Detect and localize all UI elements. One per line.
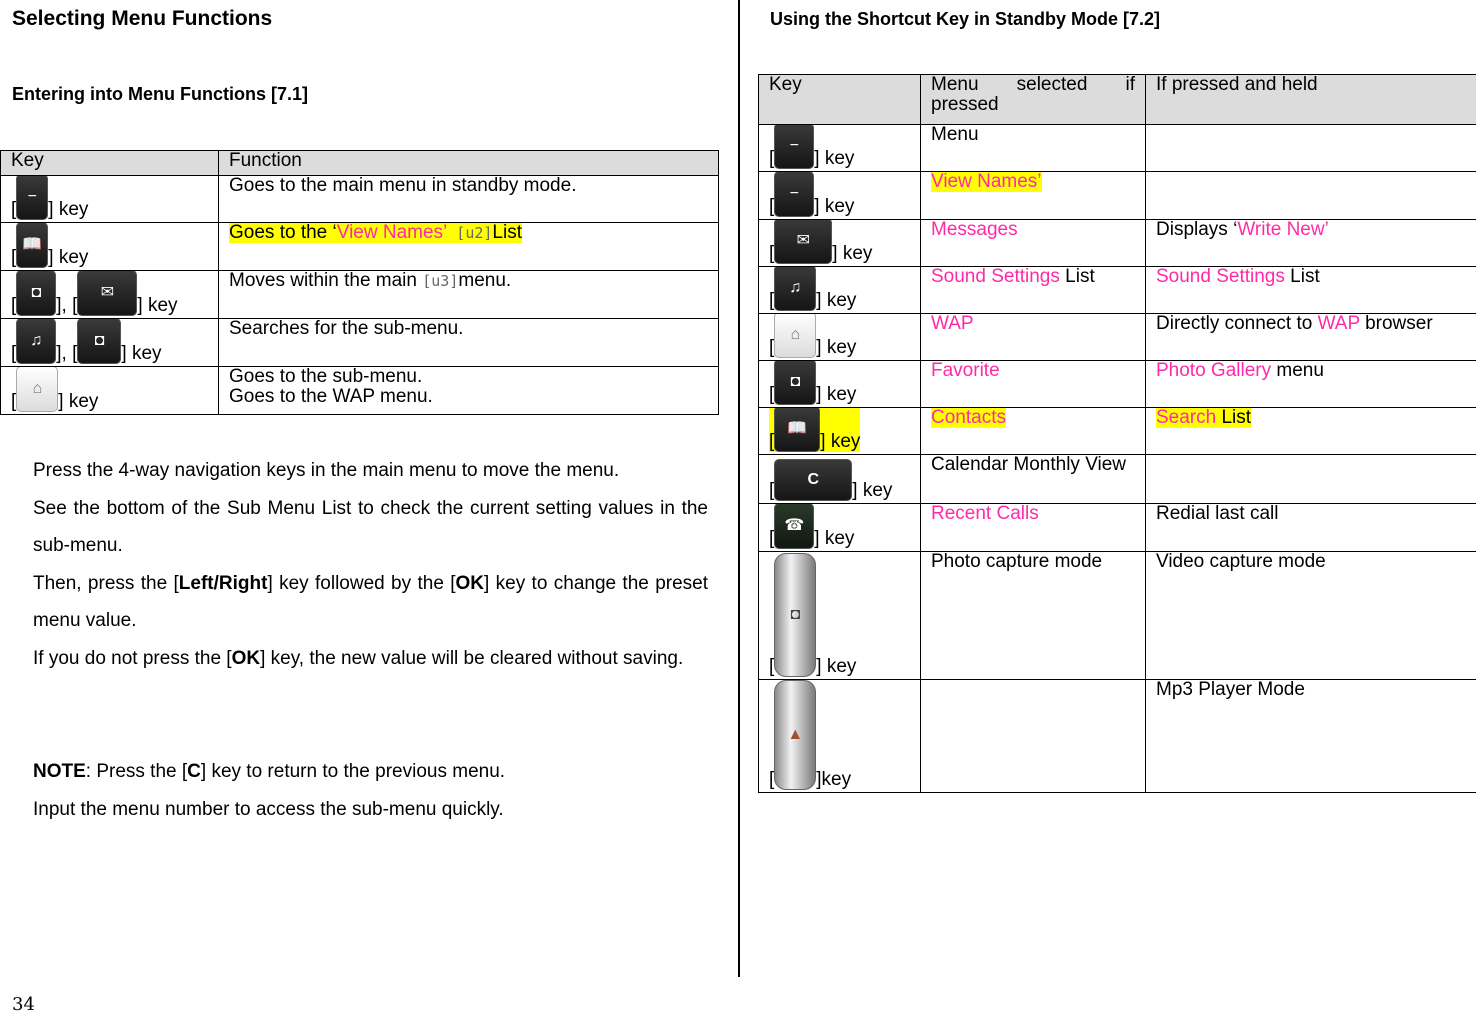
clear-key-icon: C <box>774 459 852 501</box>
function-cell: Goes to the main menu in standby mode. <box>219 176 719 223</box>
table-header-row <box>759 75 1476 125</box>
held-cell <box>1146 125 1476 172</box>
held-cell: Sound Settings List <box>1146 267 1476 314</box>
wap-key-icon: ⌂ <box>774 314 816 359</box>
page-number: 34 <box>12 994 35 1015</box>
table-row <box>759 314 1476 361</box>
key-cell: [ ⌂ ] key <box>759 314 921 361</box>
key-cell: [ ☎ ] key <box>759 504 921 552</box>
table-row <box>759 267 1476 314</box>
key-cell: [ − ] key <box>1 176 219 223</box>
table-row <box>759 125 1476 172</box>
table-row <box>1 176 719 223</box>
key-cell: [ 📖 ] key <box>1 223 219 271</box>
phone-key-icon: ☎ <box>774 504 814 550</box>
pressed-cell: Contacts <box>921 408 1146 455</box>
held-cell <box>1146 455 1476 504</box>
held-cell: Redial last call <box>1146 504 1476 552</box>
mp3-side-key-icon: ▲ <box>774 680 816 790</box>
held-cell: Directly connect to WAP browser <box>1146 314 1476 361</box>
function-cell: Searches for the sub-menu. <box>219 319 719 367</box>
table-row <box>759 504 1476 552</box>
table-row <box>1 319 719 367</box>
shortcut-key-table <box>758 74 1476 793</box>
music-key-icon: ♫ <box>16 319 56 365</box>
envelope-key-icon: ✉ <box>77 271 137 317</box>
key-cell: [ ▲ ]key <box>759 680 921 793</box>
held-cell <box>1146 172 1476 220</box>
book-key-icon: 📖 <box>774 408 820 453</box>
key-cell: [ ◘ ] key <box>759 361 921 408</box>
table-row <box>759 680 1476 793</box>
function-cell: Goes to the sub-menu. Goes to the WAP menu. <box>219 367 719 415</box>
table-row <box>759 220 1476 267</box>
table-row <box>759 455 1476 504</box>
table-row <box>759 552 1476 680</box>
instructions-text: Press the 4-way navigation keys in the main menu to move the menu. See the bottom of the Sub Menu List to check the current setting values in the sub-menu. Then, press the [Left/Right] key followed by the [OK] key to change the preset menu value. If you do not press the [OK] key, the new value will be cleared without saving. <box>33 452 708 678</box>
camera-key-icon: ◘ <box>16 271 56 317</box>
header-key: Key <box>759 75 921 125</box>
function-cell: Goes to the ‘View Names’ [u2]List <box>219 223 719 271</box>
key-cell: [ ⌂ ] key <box>1 367 219 415</box>
held-cell: Photo Gallery menu <box>1146 361 1476 408</box>
header-key: Key <box>1 151 219 176</box>
key-cell: [ ♫ ], [ ◘ ] key <box>1 319 219 367</box>
key-cell: [ ♫ ] key <box>759 267 921 314</box>
pressed-cell: WAP <box>921 314 1146 361</box>
function-cell: Moves within the main [u3]menu. <box>219 271 719 319</box>
pressed-cell: Menu <box>921 125 1146 172</box>
pressed-cell: Photo capture mode <box>921 552 1146 680</box>
pressed-cell: Calendar Monthly View <box>921 455 1146 504</box>
held-cell: Displays ‘Write New’ <box>1146 220 1476 267</box>
key-cell: [ ◘ ] key <box>759 552 921 680</box>
key-cell: [ 📖 ] key <box>759 408 921 455</box>
minus-key-icon: − <box>16 176 48 221</box>
table-row <box>1 223 719 271</box>
camera-key-icon: ◘ <box>774 361 816 406</box>
table-row <box>759 408 1476 455</box>
held-cell: Mp3 Player Mode <box>1146 680 1476 793</box>
held-cell: Video capture mode <box>1146 552 1476 680</box>
music-key-icon: ♫ <box>774 267 816 312</box>
header-pressed: Menu selected if pressed <box>921 75 1146 125</box>
minus-key-icon: − <box>774 125 814 170</box>
table-row <box>759 361 1476 408</box>
column-divider <box>738 0 740 977</box>
header-function: Function <box>219 151 719 176</box>
key-cell: [ − ] key <box>759 125 921 172</box>
held-cell: Search List <box>1146 408 1476 455</box>
key-cell: [ C ] key <box>759 455 921 504</box>
wap-key-icon: ⌂ <box>16 367 58 413</box>
pressed-cell: Favorite <box>921 361 1146 408</box>
table-header-row <box>1 151 719 176</box>
section-heading-7-2: Using the Shortcut Key in Standby Mode [7.2] <box>770 9 1160 30</box>
note-text: NOTE: Press the [C] key to return to the previous menu. Input the menu number to access the sub-menu quickly. <box>33 753 708 828</box>
pressed-cell: View Names’ <box>921 172 1146 220</box>
table-row <box>1 271 719 319</box>
key-cell: [ ✉ ] key <box>759 220 921 267</box>
pressed-cell: Messages <box>921 220 1146 267</box>
table-row <box>1 367 719 415</box>
camera-key-icon: ◘ <box>77 319 121 365</box>
pressed-cell <box>921 680 1146 793</box>
page-title: Selecting Menu Functions <box>12 7 272 31</box>
book-key-icon: 📖 <box>16 223 48 269</box>
key-cell: [ − ] key <box>759 172 921 220</box>
envelope-key-icon: ✉ <box>774 220 832 265</box>
menu-functions-table <box>0 150 719 415</box>
pressed-cell: Sound Settings List <box>921 267 1146 314</box>
pressed-cell: Recent Calls <box>921 504 1146 552</box>
camera-side-key-icon: ◘ <box>774 553 816 677</box>
header-held: If pressed and held <box>1146 75 1476 125</box>
section-heading-7-1: Entering into Menu Functions [7.1] <box>12 84 308 105</box>
key-cell: [ ◘ ], [ ✉ ] key <box>1 271 219 319</box>
table-row <box>759 172 1476 220</box>
minus-key-icon: − <box>774 172 814 218</box>
